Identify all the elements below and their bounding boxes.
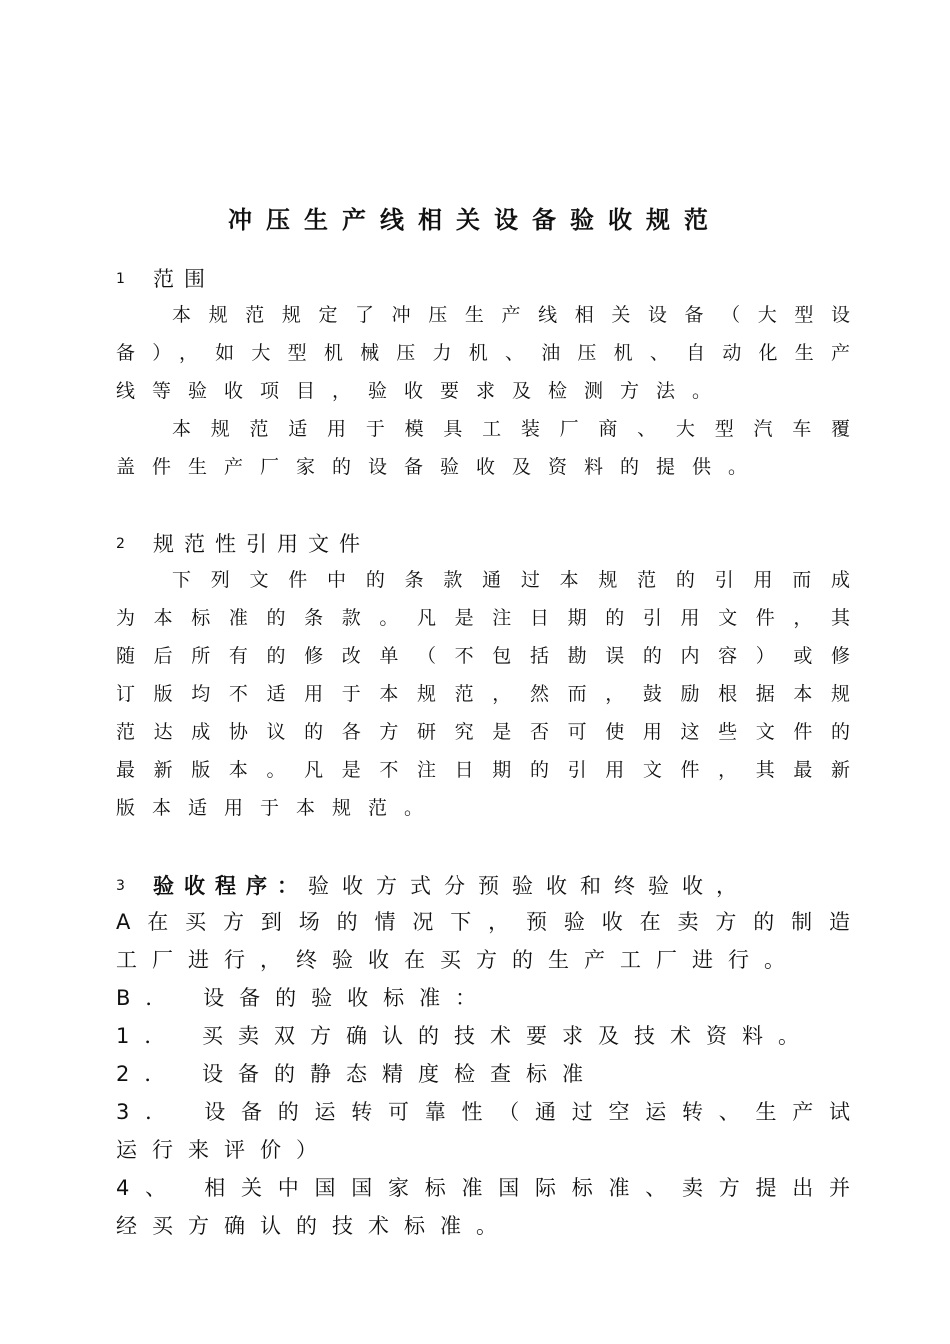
section-3-line-9: 经买方确认的技术标准。 xyxy=(116,1214,512,1238)
section-1-title: 范围 xyxy=(153,267,215,291)
section-3-line-6: 3． 设备的运转可靠性（通过空运转、生产试 xyxy=(116,1100,850,1124)
section-1-heading xyxy=(116,263,215,294)
section-2-line-2: 为本标准的条款。凡是注日期的引用文件，其 xyxy=(116,607,850,629)
section-3-line-5: 2． 设备的静态精度检查标准 xyxy=(116,1062,599,1086)
section-2-number: 2 xyxy=(116,536,125,552)
section-3-line-3: B． 设备的验收标准： xyxy=(116,986,492,1010)
section-3-line-1: A在买方到场的情况下，预验收在卖方的制造 xyxy=(116,910,850,934)
section-1-line-4: 本规范适用于模具工装厂商、大型汽车覆 xyxy=(172,418,850,440)
section-3-title: 验收程序： xyxy=(153,874,308,898)
section-2-line-3: 随后所有的修改单（不包括勘误的内容）或修 xyxy=(116,645,850,667)
section-2-heading xyxy=(116,528,370,559)
section-1-number: 1 xyxy=(116,271,125,287)
section-1-line-1: 本规范规定了冲压生产线相关设备（大型设 xyxy=(172,304,850,326)
document-title: 冲压生产线相关设备验收规范 xyxy=(228,206,722,234)
section-3-line-4: 1． 买卖双方确认的技术要求及技术资料。 xyxy=(116,1024,815,1048)
section-2-line-6: 最新版本。凡是不注日期的引用文件，其最新 xyxy=(116,759,850,781)
section-3-line-7: 运行来评价） xyxy=(116,1138,332,1162)
section-2-line-1: 下列文件中的条款通过本规范的引用而成 xyxy=(172,569,850,591)
section-2-line-7: 版本适用于本规范。 xyxy=(116,797,441,819)
section-2-line-5: 范达成协议的各方研究是否可使用这些文件的 xyxy=(116,721,850,743)
section-1-line-5: 盖件生产厂家的设备验收及资料的提供。 xyxy=(116,456,765,478)
section-1-line-2: 备），如大型机械压力机、油压机、自动化生产 xyxy=(116,342,850,364)
section-2-title: 规范性引用文件 xyxy=(153,532,370,556)
section-2-line-4: 订版均不适用于本规范，然而，鼓励根据本规 xyxy=(116,683,850,705)
section-3-title-rest: 验收方式分预验收和终验收， xyxy=(308,874,750,898)
section-3-line-2: 工厂进行，终验收在买方的生产工厂进行。 xyxy=(116,948,800,972)
section-3-line-8: 4、 相关中国国家标准国际标准、卖方提出并 xyxy=(116,1176,850,1200)
section-1-line-3: 线等验收项目，验收要求及检测方法。 xyxy=(116,380,729,402)
section-3-number: 3 xyxy=(116,878,125,894)
section-3-heading xyxy=(116,870,750,901)
